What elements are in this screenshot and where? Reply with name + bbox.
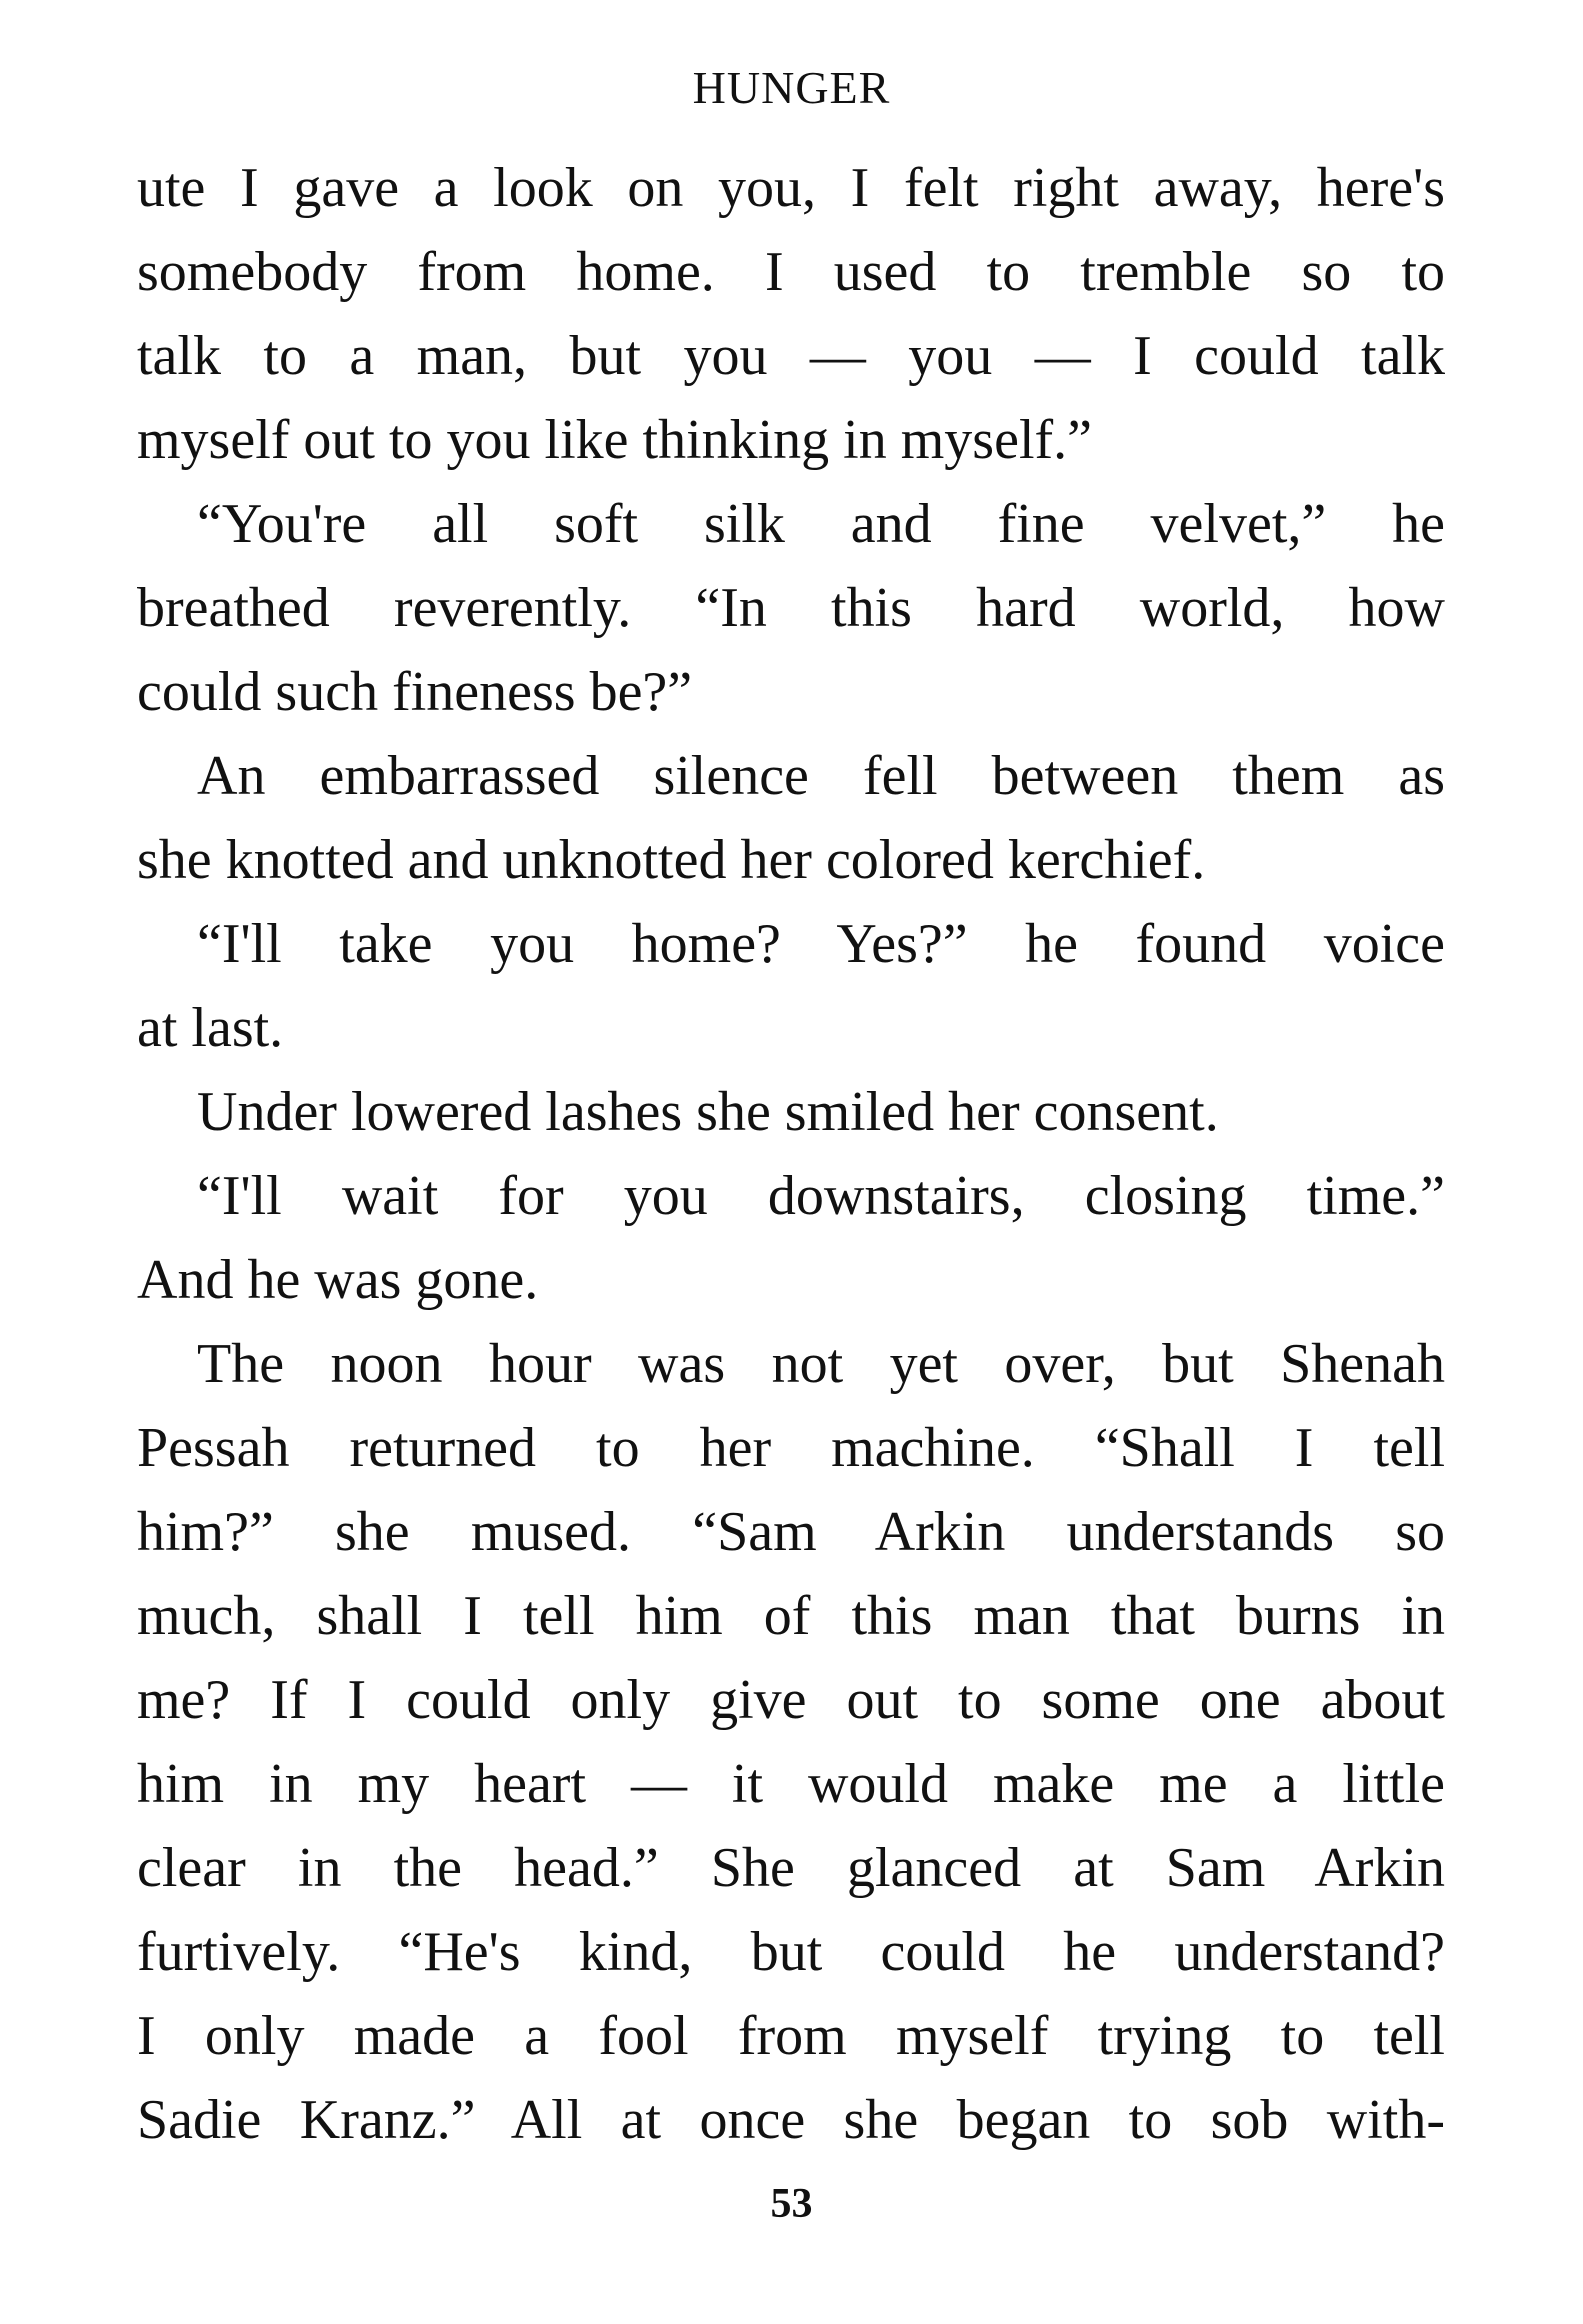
- text-line: Under lowered lashes she smiled her consent.: [197, 1081, 1219, 1143]
- text-line: at last.: [137, 997, 284, 1059]
- text-line: myself out to you like thinking in myself.”: [137, 409, 1093, 471]
- text-line: could such fineness be?”: [137, 661, 693, 723]
- body-text: [137, 146, 1445, 2162]
- text-line: An embarrassed silence fell between them as: [197, 745, 1445, 807]
- text-line: “You're all soft silk and fine velvet,” he: [197, 493, 1445, 555]
- text-line: Pessah returned to her machine. “Shall I tell: [137, 1417, 1445, 1479]
- text-line: somebody from home. I used to tremble so to: [137, 241, 1445, 303]
- text-line: ute I gave a look on you, I felt right away, here's: [137, 157, 1445, 219]
- text-line: talk to a man, but you — you — I could talk: [137, 325, 1445, 387]
- text-line: The noon hour was not yet over, but Shenah: [197, 1333, 1445, 1395]
- text-line: I only made a fool from myself trying to tell: [137, 2005, 1445, 2067]
- page-number: 53: [770, 2181, 813, 2227]
- text-line: me? If I could only give out to some one about: [137, 1669, 1445, 1731]
- text-line: much, shall I tell him of this man that burns in: [137, 1585, 1445, 1647]
- text-line: clear in the head.” She glanced at Sam Arkin: [137, 1837, 1445, 1899]
- text-line: And he was gone.: [137, 1249, 539, 1311]
- text-line: furtively. “He's kind, but could he understand?: [137, 1921, 1445, 1983]
- text-line: “I'll take you home? Yes?” he found voice: [197, 913, 1445, 975]
- text-line: “I'll wait for you downstairs, closing time.”: [197, 1165, 1445, 1227]
- running-head: HUNGER: [692, 62, 891, 113]
- text-line: she knotted and unknotted her colored kerchief.: [137, 829, 1206, 891]
- text-line: him?” she mused. “Sam Arkin understands so: [137, 1501, 1445, 1563]
- text-line: him in my heart — it would make me a little: [137, 1753, 1445, 1815]
- text-line: breathed reverently. “In this hard world, how: [137, 577, 1445, 639]
- text-line: Sadie Kranz.” All at once she began to sob with-: [137, 2089, 1445, 2151]
